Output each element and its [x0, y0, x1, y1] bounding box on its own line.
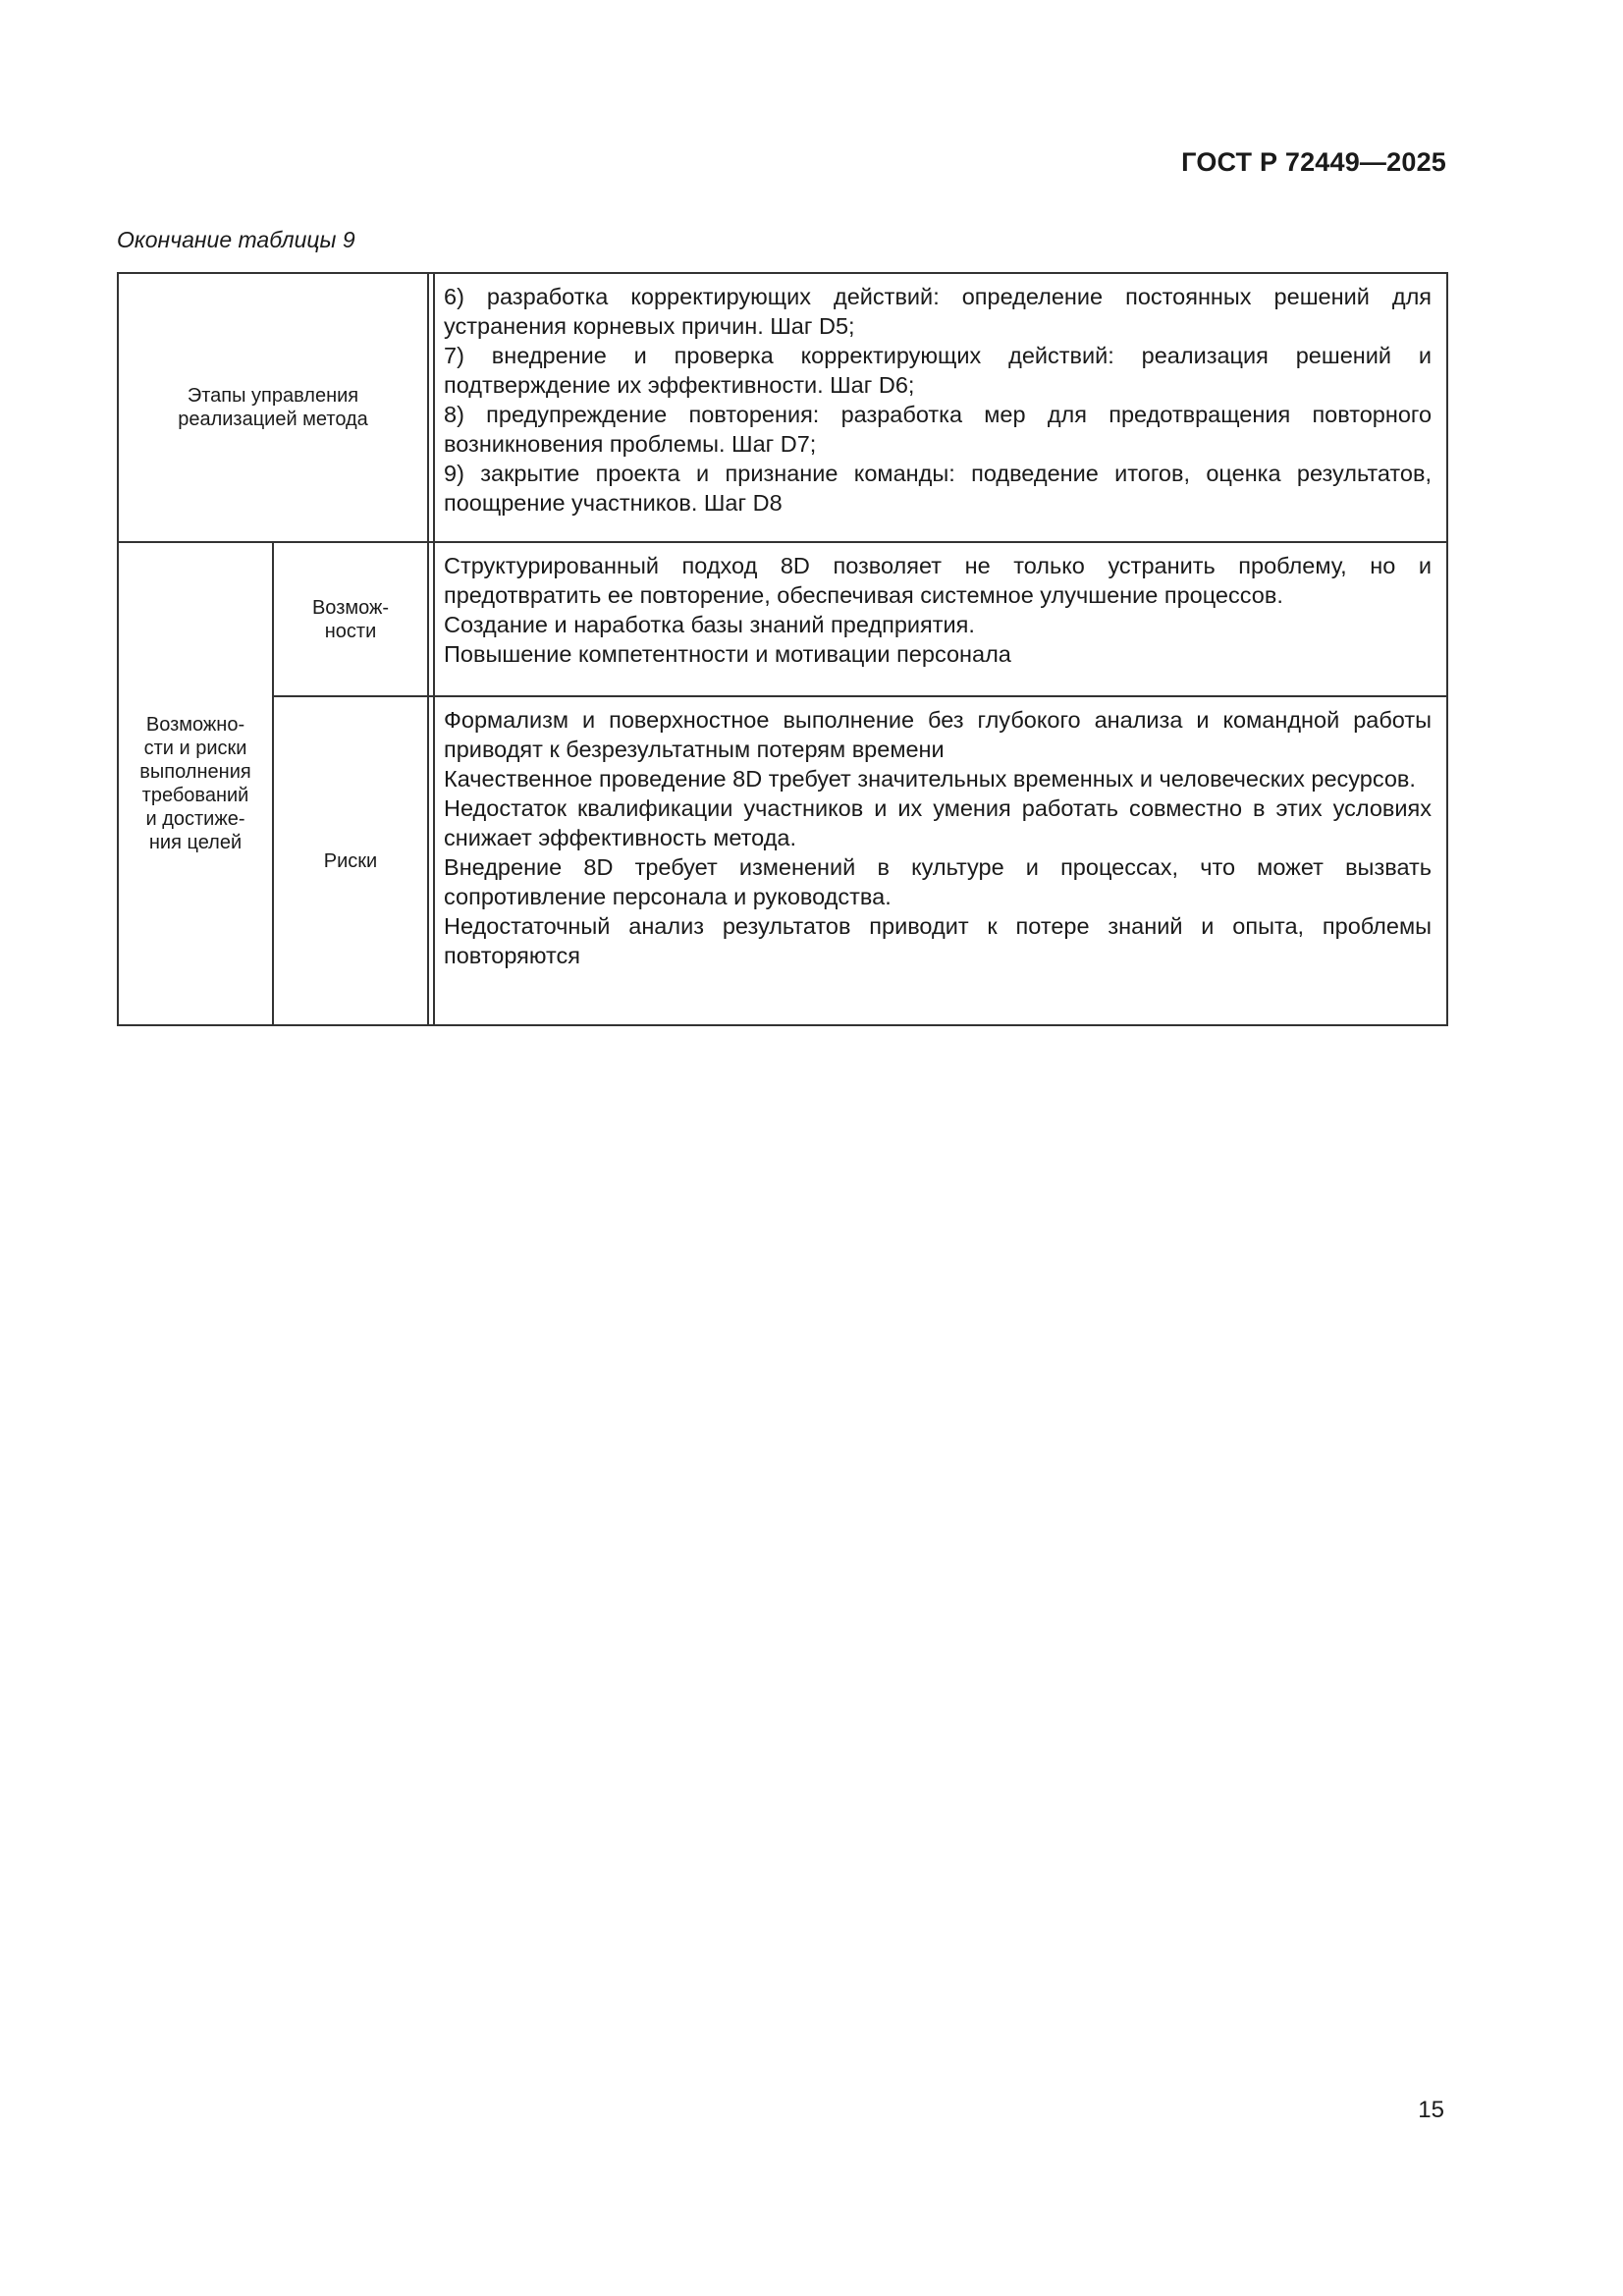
opportunity-item: Структурированный подход 8D позволяет не только устранить проблему, но и предотвратить ее повторение, обеспечивая системное улучшение процессов. — [444, 553, 1433, 608]
group-label-line: и достиже- — [145, 808, 245, 830]
opportunity-item: Создание и наработка базы знаний предприятия. — [444, 612, 975, 637]
risks-content-cell — [428, 696, 1447, 1025]
opportunity-item: Повышение компетентности и мотивации персонала — [444, 641, 1011, 667]
risk-item: Внедрение 8D требует изменений в культуре и процессах, что может вызвать сопротивление персонала и руководства. — [444, 854, 1433, 909]
opportunities-content-cell — [428, 542, 1447, 696]
standard-code: ГОСТ Р 72449—2025 — [1181, 147, 1446, 177]
stage-item: 6) разработка корректирующих действий: определение постоянных решений для устранения корневых причин. Шаг D5; — [444, 284, 1433, 339]
risk-item: Недостаток квалификации участников и их умения работать совместно в этих условиях снижает эффективность метода. — [444, 795, 1433, 850]
stage-item: 7) внедрение и проверка корректирующих действий: реализация решений и подтверждение их эффективности. Шаг D6; — [444, 343, 1433, 398]
group-label-line: ния целей — [148, 832, 243, 853]
opportunities-label-cell — [273, 542, 428, 696]
group-label-line: сти и риски — [143, 738, 247, 759]
risks-label-line: Риски — [323, 849, 378, 872]
opportunities-label-line: Возмож- — [311, 596, 390, 619]
group-label-line: выполнения — [139, 761, 251, 783]
stages-label-line: реализацией метода — [178, 409, 368, 430]
risks-label-cell — [273, 696, 428, 1025]
table-9-continuation — [117, 272, 1448, 1026]
stage-item: 8) предупреждение повторения: разработка мер для предотвращения повторного возникновения проблемы. Шаг D7; — [444, 402, 1433, 457]
table-row-opportunities — [118, 542, 1447, 696]
stages-label-cell — [118, 273, 428, 542]
table-caption: Окончание таблицы 9 — [117, 227, 355, 252]
group-label-cell — [118, 542, 273, 1025]
stages-content-cell — [428, 273, 1447, 542]
group-label-line: Возможно- — [145, 714, 245, 736]
stage-item: 9) закрытие проекта и признание команды: подведение итогов, оценка результатов, поощрение участников. Шаг D8 — [444, 461, 1433, 516]
table-row-risks — [118, 696, 1447, 1025]
opportunities-label-line: ности — [324, 620, 377, 642]
table-row-stages — [118, 273, 1447, 542]
risk-item: Недостаточный анализ результатов приводит к потере знаний и опыта, проблемы повторяются — [444, 913, 1433, 968]
group-label-line: требований — [141, 785, 249, 806]
risk-item: Качественное проведение 8D требует значительных временных и человеческих ресурсов. — [444, 766, 1416, 792]
stages-label-line: Этапы управления — [187, 385, 359, 407]
risk-item: Формализм и поверхностное выполнение без глубокого анализа и командной работы приводят к безрезультатным потерям времени — [444, 707, 1433, 762]
page-number: 15 — [1418, 2097, 1444, 2123]
